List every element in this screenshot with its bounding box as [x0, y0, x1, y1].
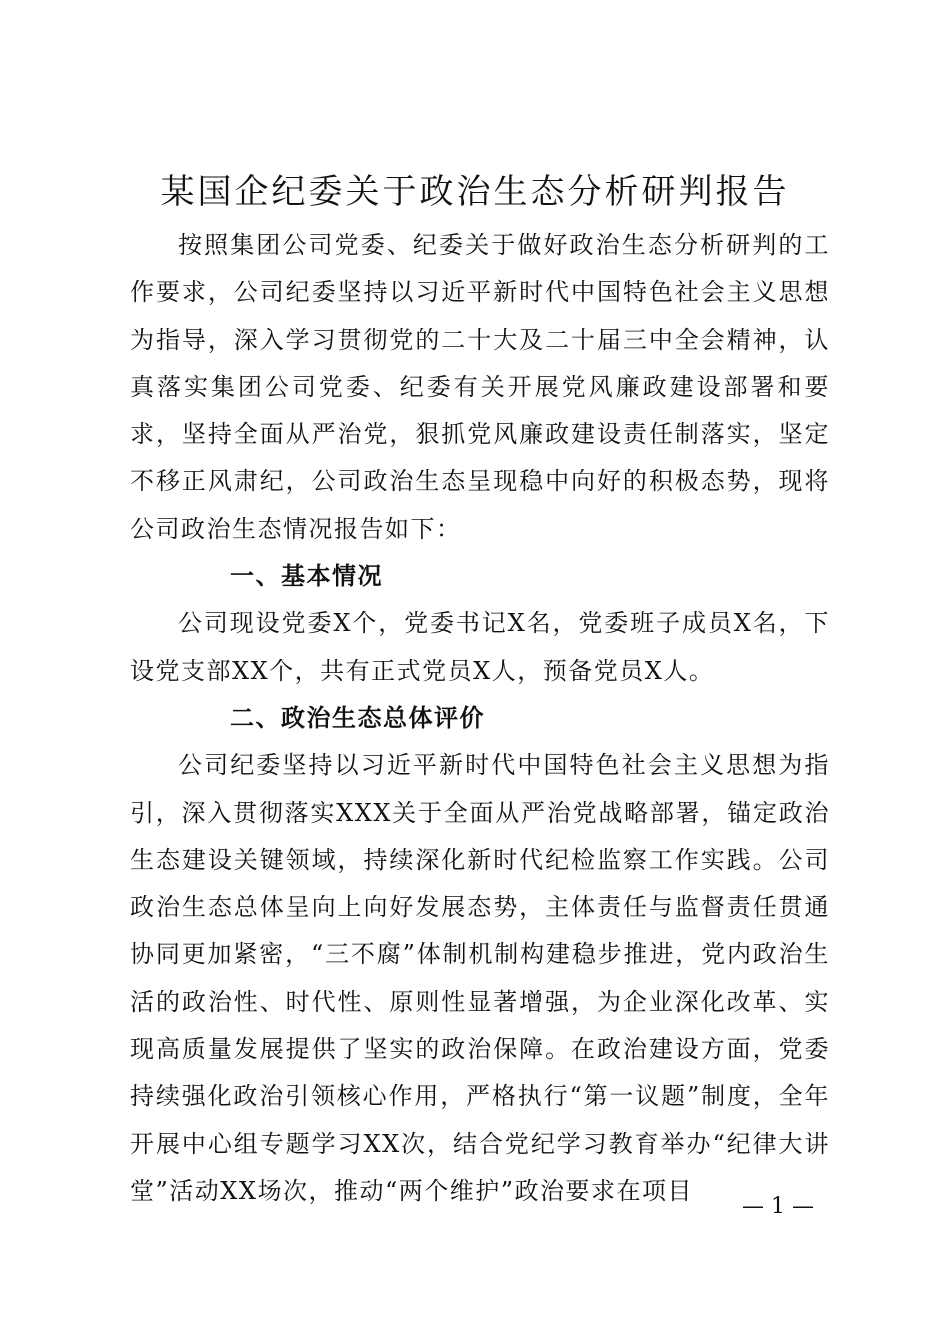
basic-info-paragraph: 公司现设党委X个，党委书记X名，党委班子成员X名，下设党支部XX个，共有正式党员X人，预备党员X人。	[130, 609, 830, 685]
overall-evaluation-paragraph: 公司纪委坚持以习近平新时代中国特色社会主义思想为指引，深入贯彻落实XXX关于全面从严治党战略部署，锚定政治生态建设关键领域，持续深化新时代纪检监察工作实践。公司政治生态总体呈向上向好发展态势，主体责任与监督责任贯通协同更加紧密，“三不腐”体制机制构建稳步推进，党内政治生活的政治性、时代性、原则性显著增强，为企业深化改革、实现高质量发展提供了坚实的政治保障。在政治建设方面，党委持续强化政治引领核心作用，严格执行“第一议题”制度，全年开展中心组专题学习XX次，结合党纪学习教育举办“纪律大讲堂”活动XX场次，推动“两个维护”政治要求在项目	[130, 751, 830, 1205]
document-body	[130, 222, 830, 1215]
section-heading-overall-evaluation: 二、政治生态总体评价	[230, 703, 485, 732]
document-title: 某国企纪委关于政治生态分析研判报告	[160, 172, 790, 212]
section-heading-basic-info: 一、基本情况	[230, 562, 383, 591]
page-number: — 1 —	[742, 1194, 814, 1219]
intro-paragraph: 按照集团公司党委、纪委关于做好政治生态分析研判的工作要求，公司纪委坚持以习近平新时代中国特色社会主义思想为指导，深入学习贯彻党的二十大及二十届三中全会精神，认真落实集团公司党委、纪委有关开展党风廉政建设部署和要求，坚持全面从严治党，狠抓党风廉政建设责任制落实，坚定不移正风肃纪，公司政治生态呈现稳中向好的积极态势，现将公司政治生态情况报告如下：	[130, 231, 830, 543]
